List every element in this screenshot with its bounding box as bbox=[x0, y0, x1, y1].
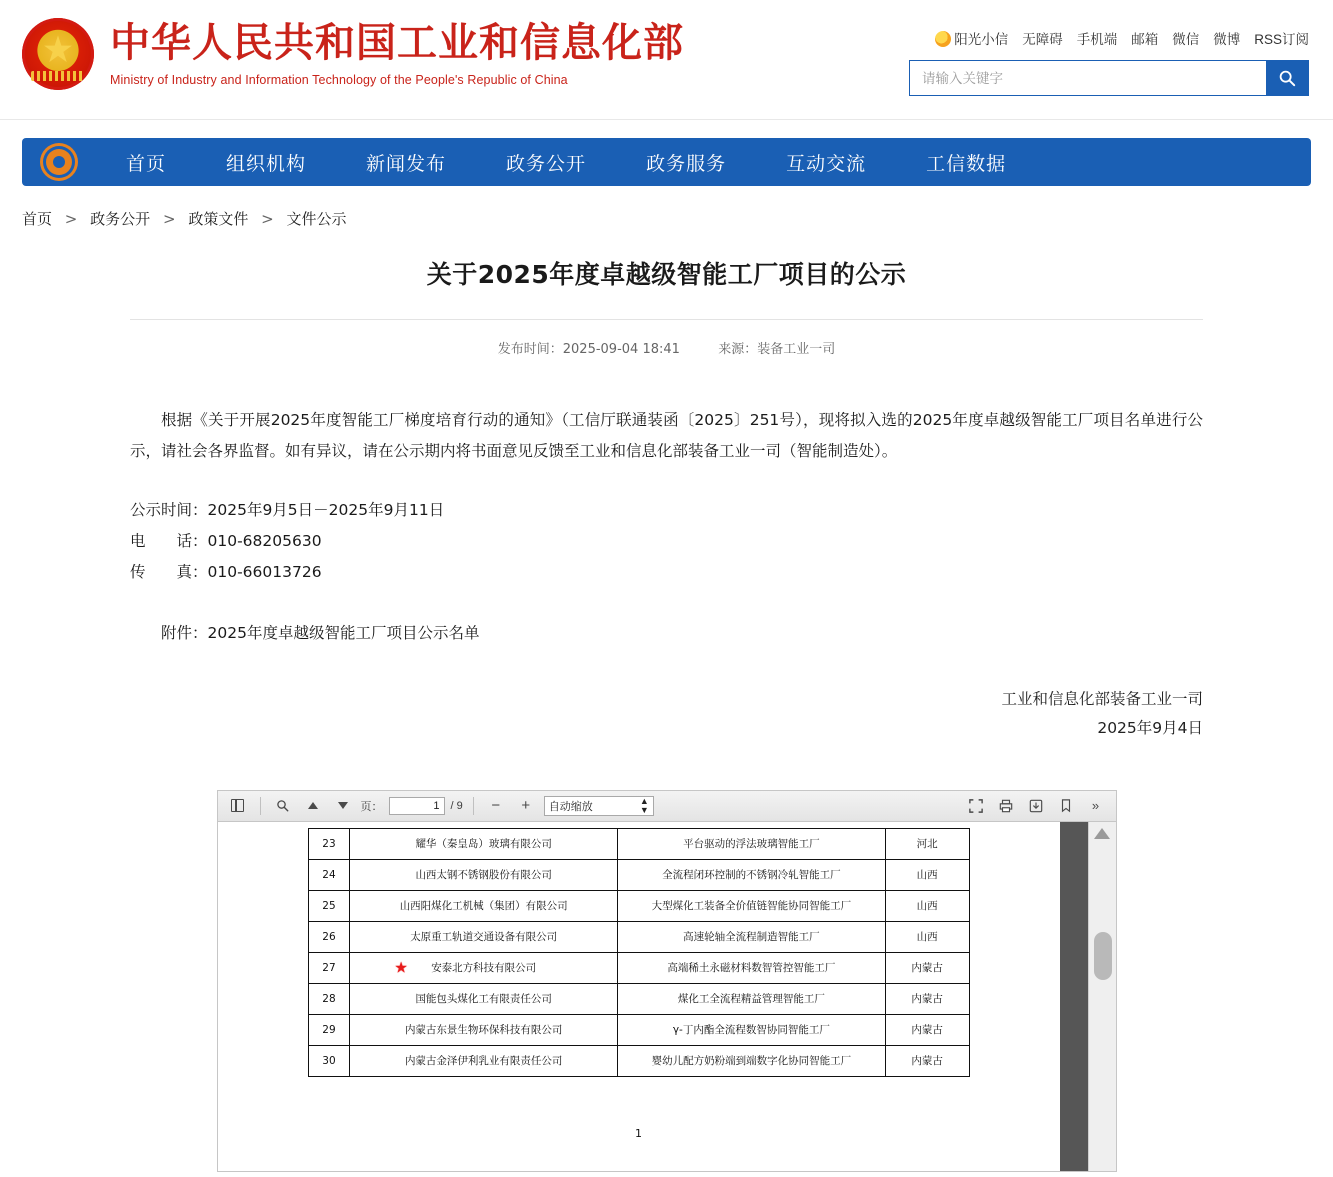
cell-project: 高端稀土永磁材料数智管控智能工厂 bbox=[617, 952, 885, 983]
top-link-mail[interactable]: 邮箱 bbox=[1131, 32, 1159, 47]
site-logo[interactable] bbox=[22, 18, 684, 90]
pdf-canvas-area bbox=[217, 822, 1117, 1172]
article-fax: 传 真：010-66013726 bbox=[130, 563, 322, 581]
nav-item-home[interactable]: 首页 bbox=[126, 152, 167, 175]
top-link-sunshine[interactable]: 阳光小信 bbox=[935, 28, 1008, 48]
sidebar-toggle-icon[interactable] bbox=[226, 795, 250, 817]
cell-no: 25 bbox=[308, 890, 350, 921]
top-link-wechat[interactable]: 微信 bbox=[1172, 32, 1200, 47]
pdf-page bbox=[218, 822, 1060, 1171]
nav-item-interaction[interactable]: 互动交流 bbox=[786, 152, 867, 175]
page-title: 关于2025年度卓越级智能工厂项目的公示 bbox=[426, 260, 907, 289]
nav-item-news[interactable]: 新闻发布 bbox=[366, 152, 447, 175]
cell-project: 大型煤化工装备全价值链智能协同智能工厂 bbox=[617, 890, 885, 921]
site-header bbox=[0, 0, 1333, 120]
table-row bbox=[308, 828, 969, 859]
cell-no: 23 bbox=[308, 828, 350, 859]
cell-region: 内蒙古 bbox=[885, 1014, 969, 1045]
cell-company: 山西阳煤化工机械（集团）有限公司 bbox=[350, 890, 618, 921]
article-paragraph-1: 根据《关于开展2025年度智能工厂梯度培育行动的通知》（工信厅联通装函〔2025〕251号），现将拟入选的2025年度卓越级智能工厂项目名单进行公示，请社会各界监督。如有异议，请在公示期内将书面意见反馈至工业和信息化部装备工业一司（智能制造处）。 bbox=[130, 411, 1203, 460]
article bbox=[130, 255, 1203, 744]
search-box bbox=[909, 60, 1309, 96]
cell-project: γ-丁内酯全流程数智协同智能工厂 bbox=[617, 1014, 885, 1045]
breadcrumb-item-home[interactable]: 首页 bbox=[22, 210, 53, 228]
cell-company: 耀华（秦皇岛）玻璃有限公司 bbox=[350, 828, 618, 859]
download-icon[interactable] bbox=[1024, 795, 1048, 817]
table-row bbox=[308, 1045, 969, 1076]
table-row-highlighted bbox=[308, 952, 969, 983]
fullscreen-icon[interactable] bbox=[964, 795, 988, 817]
nav-item-government-openness[interactable]: 政务公开 bbox=[506, 152, 587, 175]
cell-project: 平台驱动的浮法玻璃智能工厂 bbox=[617, 828, 885, 859]
search-input[interactable] bbox=[910, 61, 1266, 95]
national-emblem-icon bbox=[22, 18, 94, 90]
cell-region: 内蒙古 bbox=[885, 1045, 969, 1076]
bookmark-icon[interactable] bbox=[1054, 795, 1078, 817]
cell-no: 24 bbox=[308, 859, 350, 890]
top-link-weibo[interactable]: 微博 bbox=[1213, 32, 1241, 47]
cell-company: 太原重工轨道交通设备有限公司 bbox=[350, 921, 618, 952]
breadcrumb-item-doc-notice[interactable]: 文件公示 bbox=[286, 210, 347, 228]
cell-project: 婴幼儿配方奶粉端到端数字化协同智能工厂 bbox=[617, 1045, 885, 1076]
cell-region: 内蒙古 bbox=[885, 983, 969, 1014]
nav-item-industry-data[interactable]: 工信数据 bbox=[926, 152, 1007, 175]
arrow-down-icon[interactable] bbox=[331, 795, 355, 817]
cell-company: 国能包头煤化工有限责任公司 bbox=[350, 983, 618, 1014]
star-icon: ★ bbox=[394, 958, 408, 977]
search-icon[interactable] bbox=[271, 795, 295, 817]
cell-no: 26 bbox=[308, 921, 350, 952]
site-title-en: Ministry of Industry and Information Technology of the People's Republic of China bbox=[110, 73, 568, 87]
top-link-accessibility[interactable]: 无障碍 bbox=[1022, 32, 1063, 47]
zoom-select-value: 自动缩放 bbox=[548, 800, 593, 813]
toolbar-separator bbox=[260, 797, 261, 815]
top-link-mobile[interactable]: 手机端 bbox=[1076, 32, 1118, 47]
arrow-up-icon[interactable] bbox=[301, 795, 325, 817]
cell-region: 山西 bbox=[885, 859, 969, 890]
table-row bbox=[308, 1014, 969, 1045]
nav-gear-logo bbox=[22, 149, 96, 175]
chevron-updown-icon: ▲ ▼ bbox=[639, 795, 649, 815]
pdf-table-body bbox=[308, 828, 969, 1076]
site-title-cn: 中华人民共和国工业和信息化部 bbox=[110, 20, 684, 66]
page-label: 页： bbox=[360, 800, 383, 813]
chevron-double-right-icon[interactable]: » bbox=[1091, 798, 1100, 814]
breadcrumb-item-openness[interactable]: 政务公开 bbox=[90, 210, 151, 228]
nav-item-government-services[interactable]: 政务服务 bbox=[646, 152, 727, 175]
article-body bbox=[130, 405, 1203, 649]
article-notice-period: 公示时间：2025年9月5日－2025年9月11日 bbox=[130, 501, 445, 519]
scroll-up-arrow-icon[interactable] bbox=[1094, 828, 1110, 839]
breadcrumb-item-policy-docs[interactable]: 政策文件 bbox=[188, 210, 249, 228]
article-attachment[interactable]: 附件：2025年度卓越级智能工厂项目公示名单 bbox=[161, 624, 480, 642]
publish-time-label: 发布时间： bbox=[497, 342, 563, 357]
nav-item-organization[interactable]: 组织机构 bbox=[226, 152, 307, 175]
cell-no: 28 bbox=[308, 983, 350, 1014]
breadcrumb bbox=[22, 208, 1311, 229]
cell-company: ★ 安泰北方科技有限公司 bbox=[350, 952, 618, 983]
article-telephone: 电 话：010-68205630 bbox=[130, 532, 322, 550]
printer-icon[interactable] bbox=[994, 795, 1018, 817]
page-input[interactable] bbox=[389, 797, 445, 815]
article-meta bbox=[130, 320, 1203, 357]
table-row bbox=[308, 859, 969, 890]
main-nav bbox=[22, 138, 1311, 186]
pdf-page-content bbox=[242, 822, 1036, 1171]
gear-icon bbox=[46, 149, 72, 175]
cell-region: 河北 bbox=[885, 828, 969, 859]
cell-no: 27 bbox=[308, 952, 350, 983]
search-button[interactable] bbox=[1266, 61, 1308, 95]
pdf-table bbox=[308, 828, 970, 1077]
cell-project: 高速轮轴全流程制造智能工厂 bbox=[617, 921, 885, 952]
scrollbar-thumb[interactable] bbox=[1094, 932, 1112, 980]
table-row bbox=[308, 983, 969, 1014]
source-value: 装备工业一司 bbox=[757, 342, 836, 357]
cell-region: 山西 bbox=[885, 921, 969, 952]
cell-project: 煤化工全流程精益管理智能工厂 bbox=[617, 983, 885, 1014]
toolbar-separator bbox=[473, 797, 474, 815]
cell-region: 山西 bbox=[885, 890, 969, 921]
top-link-rss[interactable]: RSS订阅 bbox=[1254, 32, 1309, 47]
article-signature bbox=[130, 685, 1203, 744]
search-icon bbox=[1278, 69, 1296, 87]
page-total-label: / 9 bbox=[450, 799, 463, 812]
breadcrumb-separator: > bbox=[162, 210, 176, 228]
cell-no: 29 bbox=[308, 1014, 350, 1045]
top-links bbox=[935, 28, 1309, 48]
cell-project: 全流程闭环控制的不锈钢冷轧智能工厂 bbox=[617, 859, 885, 890]
table-row bbox=[308, 921, 969, 952]
pdf-page-footer-number: 1 bbox=[635, 1126, 642, 1140]
cell-region: 内蒙古 bbox=[885, 952, 969, 983]
breadcrumb-separator: > bbox=[261, 210, 274, 228]
signature-organization: 工业和信息化部装备工业一司 bbox=[1001, 690, 1203, 708]
zoom-in-button[interactable]: + bbox=[521, 797, 531, 815]
cell-no: 30 bbox=[308, 1045, 350, 1076]
zoom-out-button[interactable]: − bbox=[491, 797, 501, 815]
breadcrumb-separator: > bbox=[64, 210, 78, 228]
pdf-viewer bbox=[217, 790, 1117, 1172]
signature-date: 2025年9月4日 bbox=[1097, 719, 1203, 738]
zoom-select[interactable] bbox=[544, 796, 654, 816]
pdf-scrollbar[interactable] bbox=[1088, 822, 1116, 1171]
table-row bbox=[308, 890, 969, 921]
pdf-toolbar bbox=[217, 790, 1117, 822]
publish-time-value: 2025-09-04 18:41 bbox=[562, 342, 680, 357]
cell-company: 内蒙古金泽伊利乳业有限责任公司 bbox=[350, 1045, 618, 1076]
sun-icon bbox=[935, 31, 951, 47]
source-label: 来源： bbox=[718, 342, 758, 357]
cell-company: 山西太钢不锈钢股份有限公司 bbox=[350, 859, 618, 890]
cell-company: 内蒙古东景生物环保科技有限公司 bbox=[350, 1014, 618, 1045]
